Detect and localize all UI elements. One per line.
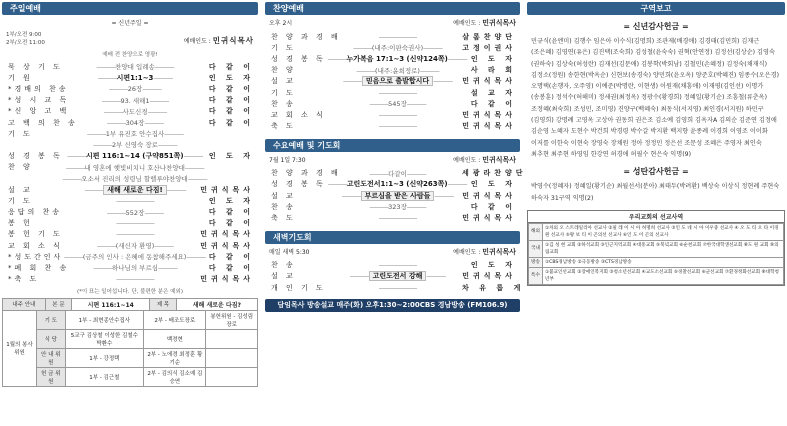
order-item-detail: 찬양대 입례송 xyxy=(115,63,155,72)
order-item-middle: ---------------------------- xyxy=(116,219,154,228)
order-item-detail: (금주의 인사 : 은혜에 동참해주세요) xyxy=(82,253,187,262)
volunteer-cell: 1부 - 강정택 xyxy=(65,348,144,367)
order-item-leader: 다 같 이 xyxy=(208,208,254,217)
order-row xyxy=(265,76,520,87)
order-item-leader: 인 도 자 xyxy=(208,196,254,205)
volunteer-cell: 2부 - 배조도장로 xyxy=(144,310,206,329)
order-item-name: *축 도 xyxy=(8,275,40,284)
mission-row xyxy=(529,267,784,284)
order-row xyxy=(2,95,258,106)
order-item-middle: ---------------------------- xyxy=(378,261,417,270)
volunteer-cell: 백경현 xyxy=(144,329,206,348)
order-item-middle: --------------93. 새해1-------------- xyxy=(101,96,169,105)
order-item-name: 개 인 기 도 xyxy=(271,283,326,292)
order-item-leader: 인 도 자 xyxy=(470,180,516,189)
service-time-2: 2부/오전 11:00 xyxy=(6,40,45,46)
volunteer-cell xyxy=(206,348,258,367)
text-label: 본 문 xyxy=(45,298,72,310)
order-row xyxy=(2,83,258,94)
order-item-detail: 304장 xyxy=(125,119,145,128)
order-item-name: 교 회 소 식 xyxy=(8,241,63,250)
mission-title: 우리교회의 선교사역 xyxy=(528,211,784,223)
order-item-name: 기 도 xyxy=(8,196,33,205)
order-item-name: *성 시 교 독 xyxy=(8,96,70,105)
order-row xyxy=(2,262,258,273)
order-item-middle: --------------다같이-------------- xyxy=(369,169,426,178)
order-item-middle: --------------고린도전서1:1~3 (신약263쪽)-------------- xyxy=(327,180,467,189)
order-item-middle: --------------(금주의 인사 : 은혜에 동참해주세요)-------------- xyxy=(64,253,206,262)
order-row xyxy=(2,184,258,195)
order-item-detail: 시편 116:1~14 (구약851쪽) xyxy=(86,152,184,161)
order-item-name: 설 교 xyxy=(8,185,33,194)
order-item-middle: --------------(새신자 환영)-------------- xyxy=(96,242,174,251)
order-item-detail: 323장 xyxy=(388,203,407,212)
order-row xyxy=(2,61,258,72)
order-item-name: *신 앙 고 백 xyxy=(8,107,70,116)
preacher-name: 민귀식목사 xyxy=(212,36,254,45)
order-item-leader: 세광라찬양단 xyxy=(462,169,527,178)
order-row xyxy=(265,190,520,201)
order-item-leader: 인 도 자 xyxy=(470,261,516,270)
order-item-name: 찬 양 xyxy=(8,163,33,172)
volunteer-cell: 봉헌위원 - 김성림장로 xyxy=(206,310,258,329)
volunteer-cell: 기 도 xyxy=(37,310,66,329)
order-row xyxy=(265,87,520,98)
order-item-name: 찬 송 xyxy=(271,261,296,270)
praise-lead: 민귀식목사 xyxy=(482,19,516,27)
order-item-name: 교 회 소 식 xyxy=(271,110,326,119)
volunteer-row xyxy=(3,310,258,329)
order-item-name: 기 원 xyxy=(8,73,33,82)
order-item-detail: (내주:이판숙권사) xyxy=(371,44,424,53)
dawn-order xyxy=(265,260,525,294)
wednesday-order xyxy=(265,168,527,224)
mission-category: 방송 xyxy=(529,257,543,267)
order-item-detail: 552장 xyxy=(125,208,145,217)
order-item-leader: 고정이권사 xyxy=(462,43,516,52)
order-item-name: 성 경 봉 독 xyxy=(8,152,63,161)
order-row xyxy=(2,173,258,184)
order-row xyxy=(2,117,258,128)
sunday-worship-column xyxy=(2,2,258,387)
next-theme: 새해 새로운 다짐? xyxy=(176,298,257,310)
mission-row xyxy=(529,240,784,257)
order-row xyxy=(2,218,258,229)
mission-box xyxy=(527,210,785,286)
order-item-middle: --------------내 영혼에 햇빛비치니 호산나찬양대-------------- xyxy=(65,163,204,172)
order-item-detail: 사도신경 xyxy=(122,107,148,116)
order-item-detail: 새해 새로운 다짐! xyxy=(103,185,166,195)
order-item-detail: 1부 유진호 안수집사 xyxy=(105,130,165,139)
mission-row xyxy=(529,223,784,240)
order-item-detail: 고린도전서1:1~3 (신약263쪽) xyxy=(346,180,448,189)
preacher-label: 예배인도 : xyxy=(183,38,211,45)
order-item-leader: 다 같 이 xyxy=(208,107,254,116)
order-item-name: 찬 양 과 경 배 xyxy=(271,169,341,178)
order-item-leader: 다 같 이 xyxy=(208,263,254,272)
praise-time: 오후 2시 xyxy=(269,20,293,27)
order-item-detail: 믿음으로 출발합시다 xyxy=(362,76,433,86)
order-item-middle: --------------(내주:윤희정로)-------------- xyxy=(356,66,439,75)
dawn-lead: 민귀식목사 xyxy=(482,247,516,256)
order-item-name: 성 경 봉 독 xyxy=(271,54,326,63)
section-title-sunday: 주일예배 xyxy=(2,2,258,15)
order-item-leader: 민귀식목사 xyxy=(462,214,516,223)
order-item-middle: ---------------------------- xyxy=(116,196,154,205)
service-time-1: 1부/오전 9:00 xyxy=(6,32,42,38)
order-item-name: 축 도 xyxy=(271,214,296,223)
order-row xyxy=(265,53,520,64)
order-item-detail: 다같이 xyxy=(388,169,407,178)
volunteer-cell xyxy=(206,329,258,348)
order-item-leader: 다 같 이 xyxy=(208,252,254,261)
order-item-leader: 설 교 자 xyxy=(470,88,516,97)
order-item-name: *폐 회 찬 송 xyxy=(8,263,70,272)
evening-worship-column: 찬양예배 오후 2시 예배인도 : 민귀식목사 찬 양 과 경 배 ---------------------------- 살롬찬양단 기 도 --------------(내주:이판숙권사)-------------- 고정이권사 성 경 봉 독 --------------누가복음 17:1~3 (신약124쪽)-------------- 인 도 자 찬 양 --------------(내주:윤희정로)-------------- 사 라 회 설 교 -------------- 믿음으로 출발합시다 -------------- 민귀식목사 기 도 ---------------------------- 설 교 자 찬 송 --------------545장-------------- 다 같 이 교 회 소 식 ---------------------------- 민귀식목사 축 도 ---------------------------- 민귀식목사 수요예배 및 기도회 7월 1일 7:30 예배인도 : 민귀식목사 찬 양 과 경 배 --------------다같이-------------- 세광라찬양단 성 경 봉 독 --------------고린도전서1:1~3 (신약263쪽)-------------- 인 도 자 설 교 -------------- 부르심을 받은 사람들 -------------- 민귀식목사 찬 송 --------------323장-------------- 다 같 이 축 도 ---------------------------- 민귀식목사 새벽기도회 매일 새벽 5:30 예배인도 : 민귀식목사 찬 송 ---------------------------- 인 도 자 설 교 -------------- 고린도전서 강해 -------------- 민귀식목사 개 인 기 도 ---------------------------- 차 유 롭 게 담임목사 방송설교 매주(화) 오후1:30~2:00CBS 경남방송 (FM106.9) xyxy=(265,2,520,312)
section-title-report: 구역보고 xyxy=(527,2,785,15)
order-item-middle: ---------------------------- xyxy=(378,110,417,119)
order-item-name: 찬 양 과 경 배 xyxy=(271,32,341,41)
standing-note: (*이 표는 일어섭니다. 단, 불편한 분은 예외) xyxy=(76,288,184,295)
order-item-middle: --------------사도신경-------------- xyxy=(103,107,167,116)
order-item-middle: ---------------------------- xyxy=(378,88,417,97)
mission-category: 해외 xyxy=(529,223,543,240)
order-item-detail: (내주:윤희정로) xyxy=(375,66,420,75)
month-label: 1월의 봉사위원 xyxy=(3,310,37,386)
order-item-middle: ---------------------------- xyxy=(378,32,417,41)
order-row xyxy=(265,168,527,179)
order-item-middle: --------------1부 유진호 안수집사-------------- xyxy=(86,130,184,139)
volunteer-cell: 5교구 김상철 이성한 김철수 박환수 xyxy=(65,329,144,348)
order-item-detail: 2부 신영숙 장로 xyxy=(112,141,158,150)
order-item-name: 기 도 xyxy=(8,129,33,138)
order-row xyxy=(265,201,520,212)
order-item-leader: 다 같 이 xyxy=(208,62,254,71)
order-item-leader: 인 도 자 xyxy=(208,152,254,161)
order-row xyxy=(2,206,258,217)
order-item-middle: --------------오소서 진리의 성령님 할렐루야찬양대-------------- xyxy=(62,174,207,183)
volunteer-table xyxy=(2,310,258,387)
volunteer-cell: 헌 금 위 원 xyxy=(37,367,66,386)
mission-row xyxy=(529,257,784,267)
order-item-detail: 부르심을 받은 사람들 xyxy=(361,191,435,201)
order-item-leader: 민귀식목사 xyxy=(200,241,254,250)
order-row xyxy=(265,109,520,120)
order-item-name: 봉 헌 기 도 xyxy=(8,230,63,239)
order-row xyxy=(265,42,520,53)
order-item-middle: ---------------------------- xyxy=(116,275,154,284)
volunteer-row xyxy=(3,367,258,386)
mission-category: 특수 xyxy=(529,267,543,284)
order-item-leader: 민귀식목사 xyxy=(200,230,254,239)
order-item-leader: 민귀식목사 xyxy=(462,122,516,131)
order-item-detail: 시편1:1~3 xyxy=(116,73,154,82)
wednesday-time: 7월 1일 7:30 xyxy=(269,156,306,164)
order-item-name: 찬 양 xyxy=(271,66,296,75)
order-row xyxy=(265,212,520,223)
order-item-middle: -------------- 부르심을 받은 사람들 -------------- xyxy=(341,191,454,200)
order-row xyxy=(2,139,258,150)
order-item-leader: 민귀식목사 xyxy=(462,191,516,200)
report-column xyxy=(527,2,785,286)
order-item-middle: --------------시편 116:1~14 (구약851쪽)-------------- xyxy=(67,152,203,161)
volunteer-cell: 1부 - 최현종안수집사 xyxy=(65,310,144,329)
section-title-wednesday: 수요예배 및 기도회 xyxy=(265,139,520,152)
order-item-leader: 차 유 롭 게 xyxy=(462,283,525,292)
order-item-middle: --------------2부 신영숙 장로-------------- xyxy=(93,141,177,150)
mission-list: ①CBS경남방송 ②극동방송 ③CTS경남방송 xyxy=(543,257,784,267)
order-item-middle: ---------------------------- xyxy=(378,122,417,131)
mission-category: 국내 xyxy=(529,240,543,257)
order-item-middle: --------------304장-------------- xyxy=(106,119,164,128)
order-item-name: 찬 송 xyxy=(271,202,296,211)
order-item-detail: 93. 새해1 xyxy=(120,96,150,105)
order-item-middle: --------------누가복음 17:1~3 (신약124쪽)-------------- xyxy=(327,54,467,63)
next-text: 시편 116:1~14 xyxy=(72,298,150,310)
order-item-middle: -------------- 믿음으로 출발합시다 -------------- xyxy=(343,77,452,86)
order-row xyxy=(265,65,520,76)
order-item-detail: 오소서 진리의 성령님 할렐루야찬양대 xyxy=(81,174,188,183)
order-item-middle: --------------545장-------------- xyxy=(369,100,426,109)
order-item-detail: 누가복음 17:1~3 (신약124쪽) xyxy=(346,54,448,63)
order-item-middle: -------------- 고린도전서 강해 -------------- xyxy=(349,272,446,281)
mission-list: ①불교인선교회 ②장애인복지회 ③청소년선교회 ④교도소선교회 ⑤경찰선교회 ⑥군선교회 ⑦환경정화선교회 ⑧대학청년부 xyxy=(543,267,784,284)
volunteer-cell xyxy=(206,367,258,386)
order-row xyxy=(2,274,258,285)
order-item-leader: 다 같 이 xyxy=(470,99,516,108)
order-item-detail: 하나님의 부르심 xyxy=(111,264,159,273)
order-item-leader: 다 같 이 xyxy=(470,202,516,211)
order-of-worship xyxy=(2,61,258,285)
order-item-detail: (새신자 환영) xyxy=(115,242,155,251)
order-row xyxy=(2,229,258,240)
christmas-offering-names: 박영수(정혜자) 정혜일(황기순) 최월선서(분아) 최태두(박려환) 백상숙 이상식 정현례 주현숙 하숙자 31구역 익명(2) xyxy=(531,183,780,202)
order-row xyxy=(2,128,258,139)
order-item-leader: 다 같 이 xyxy=(208,84,254,93)
wednesday-lead: 민귀식목사 xyxy=(482,155,516,164)
order-item-middle: -------------- 새해 새로운 다짐! -------------- xyxy=(84,185,186,194)
order-item-middle: --------------찬양대 입례송-------------- xyxy=(96,63,174,72)
order-item-leader: 다 같 이 xyxy=(208,96,254,105)
order-item-name: 설 교 xyxy=(271,272,296,281)
order-item-name: 묵 상 기 도 xyxy=(8,62,63,71)
section-title-dawn: 새벽기도회 xyxy=(265,231,520,244)
order-row xyxy=(265,98,520,109)
volunteer-row xyxy=(3,329,258,348)
volunteer-row xyxy=(3,348,258,367)
order-item-name: *경배의 찬송 xyxy=(8,84,69,93)
prep-note: 예배 전 찬양으로 영광! xyxy=(102,52,158,58)
order-item-middle: --------------552장-------------- xyxy=(106,208,164,217)
order-item-middle: --------------26장-------------- xyxy=(108,85,162,94)
volunteer-cell: 2부 - 김의식 김소예 김승연 xyxy=(144,367,206,386)
order-item-name: *성도간인사 xyxy=(8,252,64,261)
order-row xyxy=(2,251,258,262)
order-row xyxy=(265,121,520,132)
volunteer-cell: 1부 - 김근철 xyxy=(65,367,144,386)
volunteer-cell: 식 당 xyxy=(37,329,66,348)
order-item-leader: 민귀식목사 xyxy=(462,272,516,281)
order-item-middle: ---------------------------- xyxy=(378,214,417,223)
order-item-name: 응답의 찬송 xyxy=(8,208,63,217)
order-item-middle: --------------(내주:이판숙권사)-------------- xyxy=(353,44,442,53)
week-label: 내주 안내 xyxy=(3,298,46,310)
order-item-name: 성 경 봉 독 xyxy=(271,180,326,189)
volunteer-cell: 안 내 위 원 xyxy=(37,348,66,367)
order-item-detail: 고린도전서 강해 xyxy=(369,271,427,281)
order-row xyxy=(2,195,258,206)
order-item-name: 설 교 xyxy=(271,191,296,200)
order-item-leader: 민귀식목사 xyxy=(462,110,516,119)
order-item-name: 찬 송 xyxy=(271,99,296,108)
order-item-leader: 살롬찬양단 xyxy=(462,32,516,41)
order-item-detail: 545장 xyxy=(388,100,407,109)
order-item-leader: 민귀식목사 xyxy=(200,275,254,284)
broadcast-footer: 담임목사 방송설교 매주(화) 오후1:30~2:00CBS 경남방송 (FM106.9) xyxy=(265,299,520,312)
order-row xyxy=(265,31,520,42)
order-item-leader: 인 도 자 xyxy=(208,73,254,82)
order-row xyxy=(2,151,258,162)
order-item-middle: --------------하나님의 부르심-------------- xyxy=(93,264,177,273)
new-year-offering-names: 민규식(윤엔미) 김행수 임은아 이수식(김명희) 조관제(배경애) 김경태(김민희) 김재근(조은혜) 김영연(유은) 김진택(조숙희) 김성철(윤숙숙) 권혁(안연정) 김정선(김상순) 김영숙(권하숙) 김상숙(허성란) 김재선(김문애) 김봉학(박회남) 김철민(손혜정) 김정숙(채재식) 김정소(정원) 송한현(박옥순) 신현보(송경숙) 양민희(윤오옥) 양준호(박혜진) 임종수(오은경) 오명택(손행자, 오주영) 이예준(박명란, 이현생) 이원재(채흥애) 이재평(김인선) 이명가(송봉훈) 정석수(허해미) 정세권(최정옥) 정광수(황경희) 정혜일(황기순) 조흥철(류춘옥) 조정혜(최숙희) 조성민, 조미영) 진양구(백혜숙) 최동식(서지영) 최인경(서지원) 하민구(김영희) 강명례 고영옥 고상아 권동희 권은조 김소예 김영희 김옥자A 김의순 김준연 김정애 김순영 노혜자 도현수 박건희 박경령 박수갈 박지환 백지향 윤종례 이경희 이영조 이이화 이저를 이한숙 이현숙 장영숙 장채원 정아 정정민 정은선 조문성 조혜은 주영자 최인숙 최추현 최주현 하영임 한강연 허경애 허필수 현은숙 익명(9) xyxy=(531,38,779,158)
order-item-middle: ---------------------------- xyxy=(116,230,154,239)
order-row xyxy=(2,162,258,173)
order-row xyxy=(265,260,520,271)
order-row xyxy=(2,240,258,251)
order-row xyxy=(265,282,525,293)
volunteer-cell: 2부 - 노에경 최정훈 황기순 xyxy=(144,348,206,367)
theme-label: 제 목 xyxy=(150,298,177,310)
order-row xyxy=(265,271,520,282)
order-item-name: 기 도 xyxy=(271,88,296,97)
order-item-leader: 민귀식목사 xyxy=(200,185,254,194)
order-item-leader: 사 라 회 xyxy=(470,66,516,75)
dawn-time: 매일 새벽 5:30 xyxy=(269,248,310,256)
order-item-detail: 26장 xyxy=(127,85,143,94)
order-row xyxy=(2,72,258,83)
order-item-name: 설 교 xyxy=(271,77,296,86)
order-item-name: 기 도 xyxy=(271,43,296,52)
new-year-offering-title: = 신년감사헌금 = xyxy=(623,22,689,31)
order-item-name: 축 도 xyxy=(271,122,296,131)
order-item-leader: 다 같 이 xyxy=(208,219,254,228)
mission-list: ①차외 오 스트레일리아 선교사 ②필 레 이 시 아 허명희 선교사 ③인 도 네 시 아 이우중 선교사 ④ 오 도 티 오 타 이경원 선교사 ⑤왕 보 티 이 곤의선 선교사 ⑥인 도 이 곤의 선교사 xyxy=(543,223,784,240)
order-item-leader: 인 도 자 xyxy=(470,54,516,63)
order-row xyxy=(265,179,520,190)
christmas-offering-title: = 성탄감사헌금 = xyxy=(623,167,689,177)
order-item-leader: 민귀식목사 xyxy=(462,77,516,86)
sunday-subtitle: = 신년주일 = xyxy=(111,20,149,27)
order-item-leader: 다 같 이 xyxy=(208,118,254,127)
order-item-name: 고 백 의 찬 송 xyxy=(8,118,78,127)
order-item-middle: ---------------------------- xyxy=(378,283,417,292)
order-item-detail: 내 영혼에 햇빛비치니 호산나찬양대 xyxy=(84,163,185,172)
order-item-name: 봉 헌 xyxy=(8,219,33,228)
praise-order xyxy=(265,31,520,132)
order-item-middle: --------------323장-------------- xyxy=(369,203,426,212)
mission-list: ①김 성 현 교회 ②하석교회 ③인근지역교회 ④대흥교회 ⑤북녘교회 ⑥순천교회 ⑦한국대학생선교회 ⑧도 원 교회 ⑨의림교회 xyxy=(543,240,784,257)
order-item-middle: --------------시편1:1~3-------------- xyxy=(97,73,173,82)
section-title-praise: 찬양예배 xyxy=(265,2,520,15)
order-row xyxy=(2,106,258,117)
